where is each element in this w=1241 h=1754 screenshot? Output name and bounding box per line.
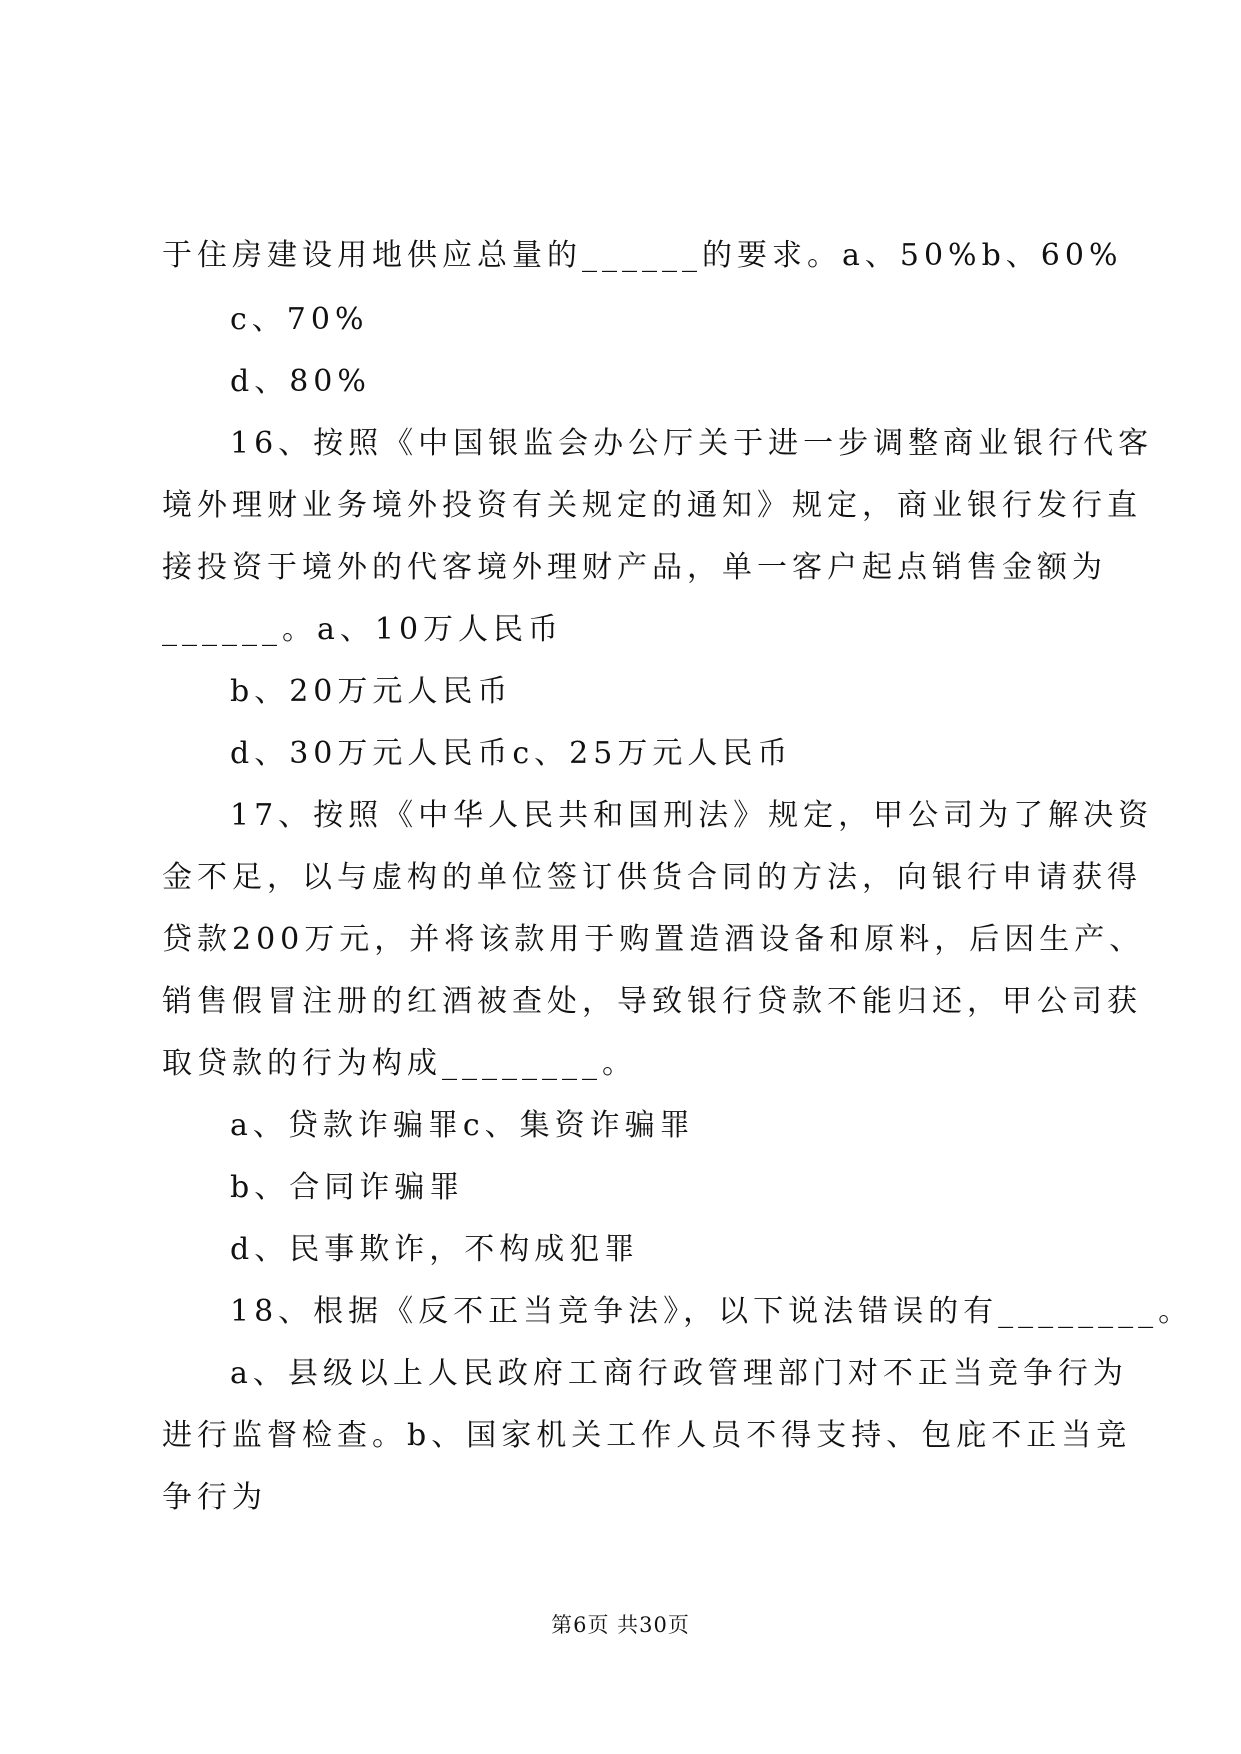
option-d-c: d、30万元人民币c、25万元人民币 — [230, 736, 793, 771]
text-line: 销售假冒注册的红酒被查处，导致银行贷款不能归还，甲公司获 — [162, 984, 1142, 1019]
text-line: 贷款200万元，并将该款用于购置造酒设备和原料，后因生产、 — [162, 922, 1145, 957]
text-line: 于住房建设用地供应总量的______的要求。a、50%b、60% — [162, 238, 1123, 273]
question-18: 18、根据《反不正当竞争法》，以下说法错误的有________。 — [230, 1294, 1194, 1329]
text-line: 金不足，以与虚构的单位签订供货合同的方法，向银行申请获得 — [162, 860, 1142, 895]
option-a-c: a、贷款诈骗罪c、集资诈骗罪 — [230, 1108, 695, 1143]
text-line: 争行为 — [162, 1480, 267, 1515]
text-line: 境外理财业务境外投资有关规定的通知》规定，商业银行发行直 — [162, 488, 1142, 523]
option-b: b、合同诈骗罪 — [230, 1170, 465, 1205]
page-footer: 第6页 共30页 — [551, 1613, 690, 1637]
option-b: b、20万元人民币 — [230, 674, 513, 709]
question-17: 17、按照《中华人民共和国刑法》规定，甲公司为了解决资 — [230, 798, 1154, 833]
text-line: 接投资于境外的代客境外理财产品，单一客户起点销售金额为 — [162, 550, 1107, 585]
option-a: a、县级以上人民政府工商行政管理部门对不正当竞争行为 — [230, 1356, 1128, 1391]
question-16: 16、按照《中国银监会办公厅关于进一步调整商业银行代客 — [230, 426, 1154, 461]
text-line: 取贷款的行为构成________。 — [162, 1046, 637, 1081]
option-d: d、民事欺诈，不构成犯罪 — [230, 1232, 640, 1267]
text-line: 进行监督检查。b、国家机关工作人员不得支持、包庇不正当竞 — [162, 1418, 1132, 1453]
option-a: ______。a、10万人民币 — [162, 612, 564, 647]
option-d: d、80% — [230, 364, 371, 399]
option-c: c、70% — [230, 302, 369, 337]
